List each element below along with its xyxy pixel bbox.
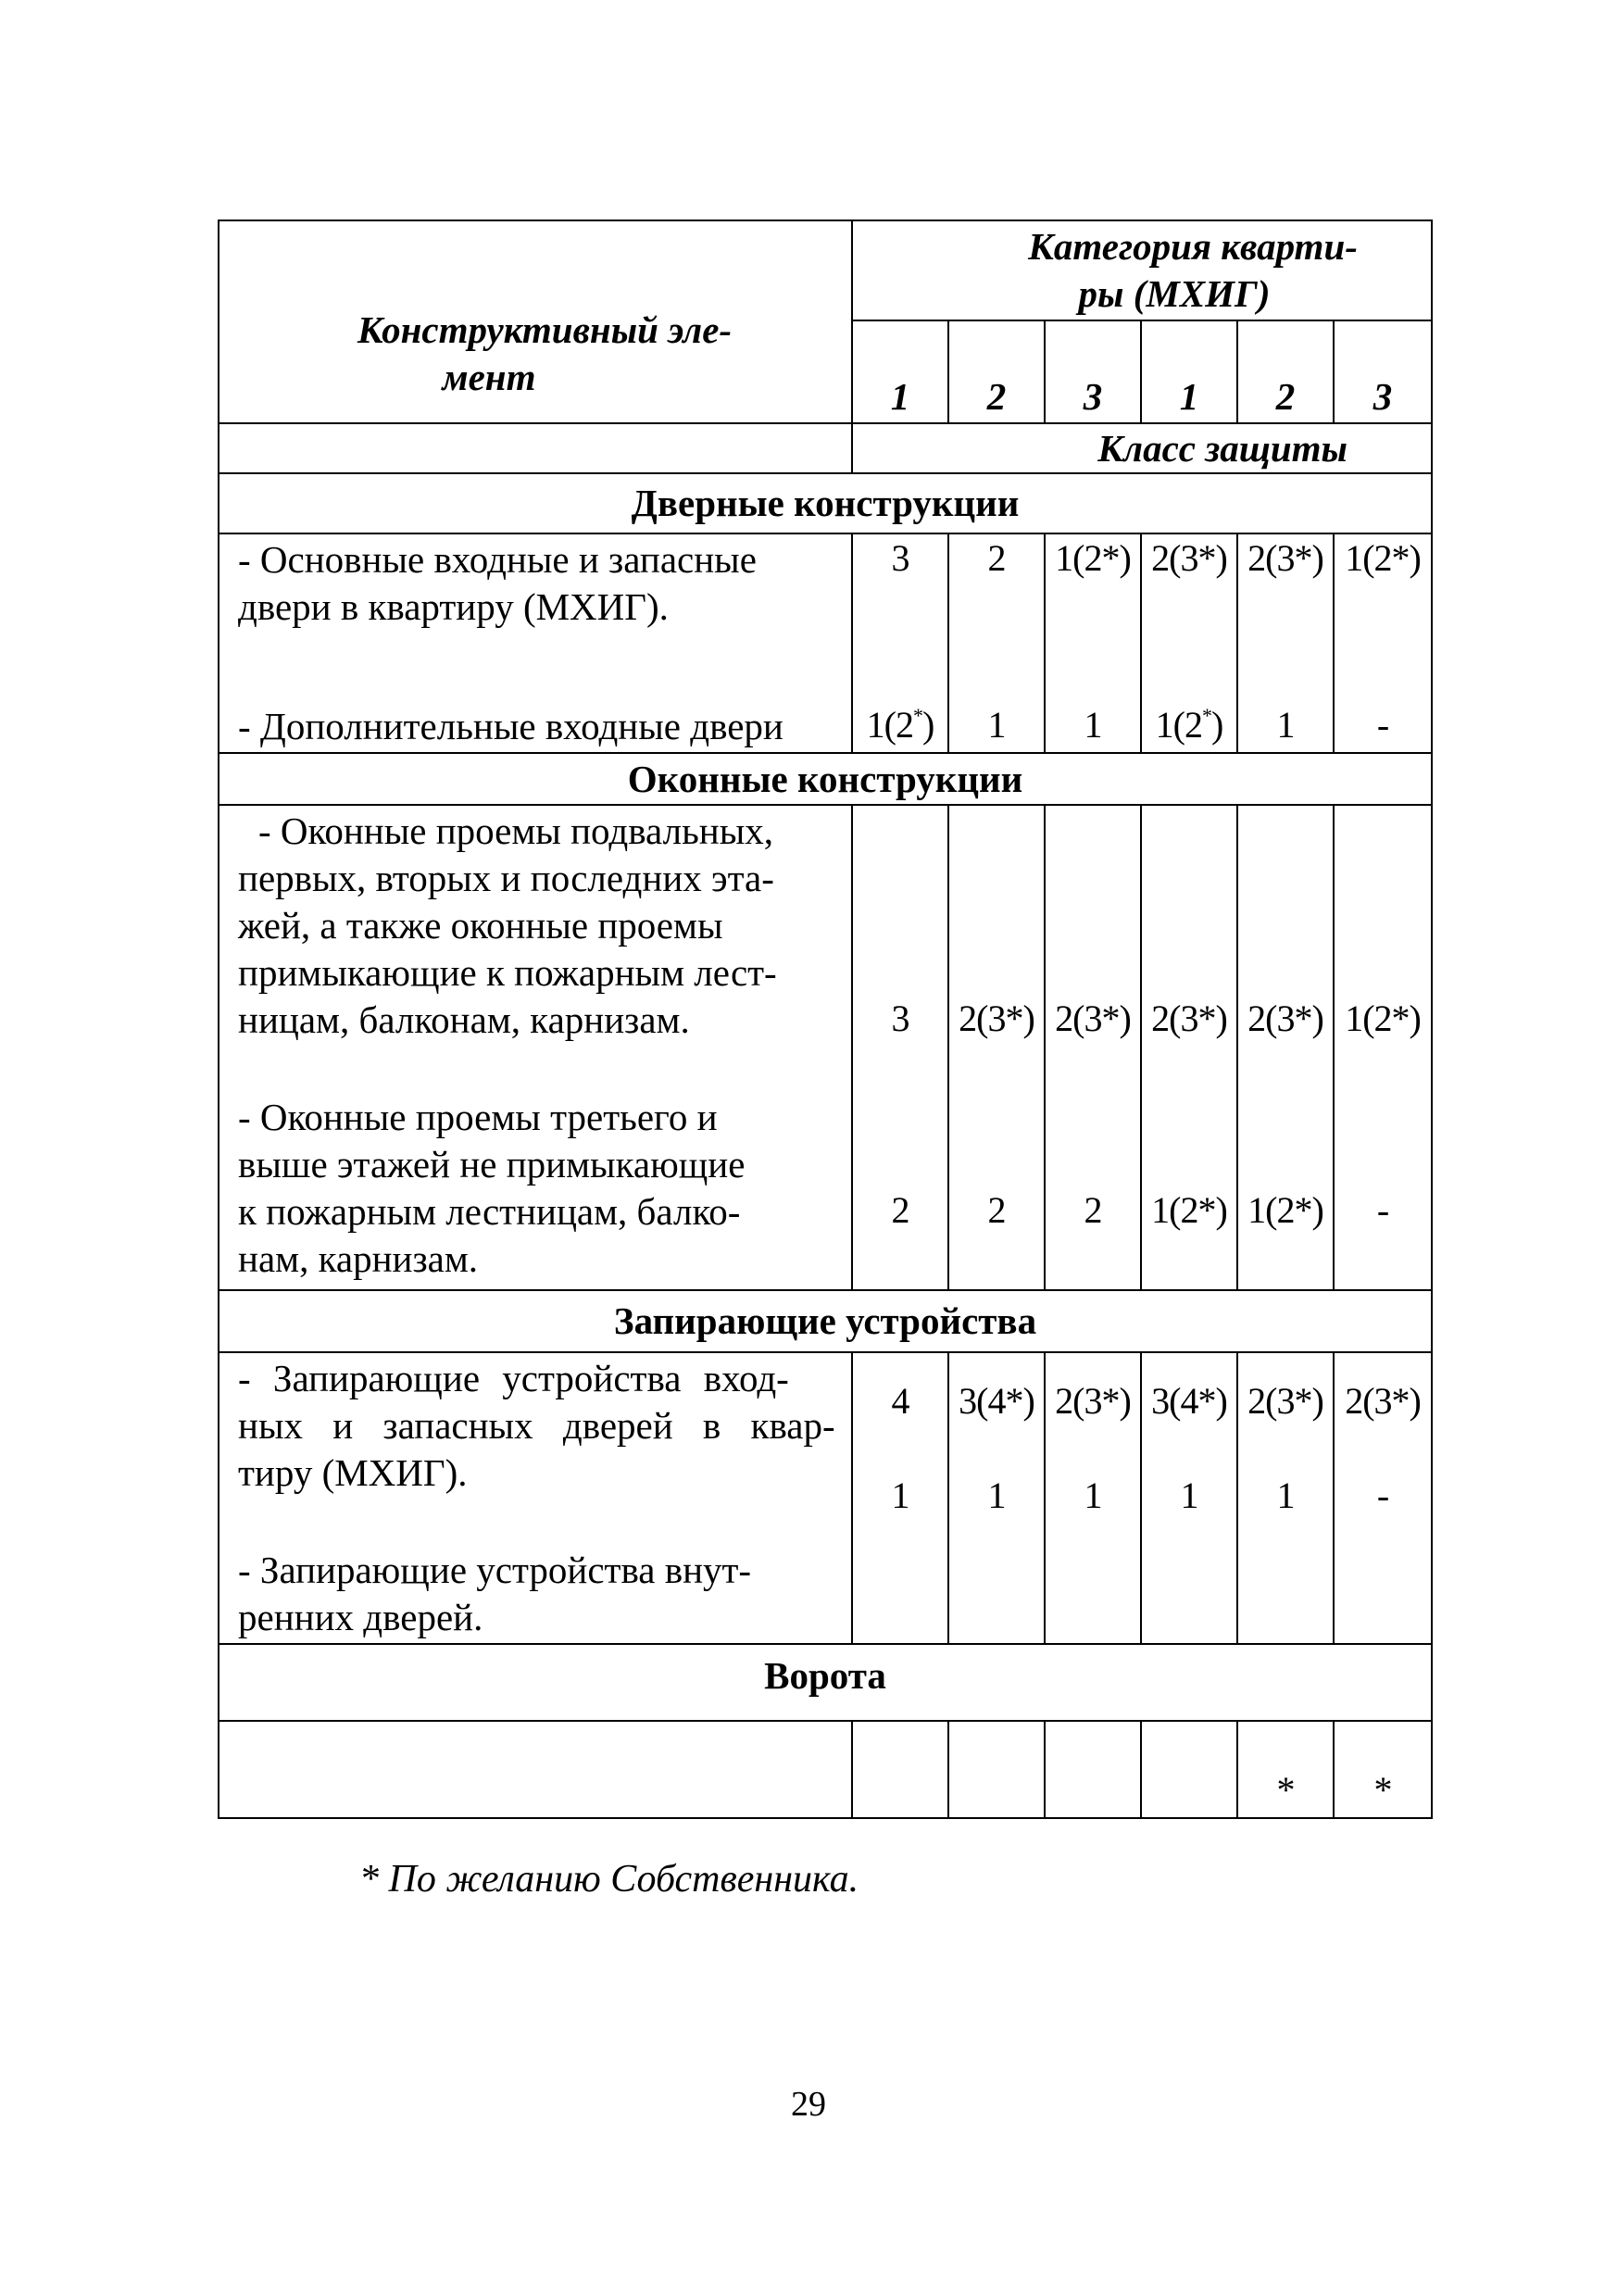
locks-col-6 (1334, 1352, 1432, 1644)
locks-row1-desc-line1: - Запирающие устройства вход- (238, 1357, 789, 1399)
footnote: * По желанию Собственника. (359, 1858, 859, 1901)
header-element-line1: Конструктивный эле- (357, 308, 733, 351)
windows-row1-val-2: 2(3*) (959, 997, 1034, 1039)
section-locks-row (219, 1290, 1432, 1352)
windows-row1-desc-line2: первых, вторых и последних эта- (238, 857, 774, 899)
locks-row2-val-3: 1 (1084, 1474, 1102, 1516)
doors-row2-val-3: 1 (1084, 704, 1102, 746)
header-col-5: 2 (1237, 320, 1334, 423)
doors-row2-desc: - Дополнительные входные двери (238, 705, 783, 747)
windows-data-row (219, 805, 1432, 1290)
doors-col-1 (852, 533, 948, 753)
section-windows-title: Оконные конструкции (219, 753, 1432, 805)
protection-class-table (218, 220, 1433, 1819)
doors-row2-sup-1: * (913, 704, 922, 727)
doors-data-row (219, 533, 1432, 753)
windows-row2-val-1: 2 (891, 1189, 909, 1231)
doors-row1-val-2: 2 (987, 537, 1006, 579)
gates-val-3 (1045, 1721, 1141, 1818)
doors-row2-close-1: ) (922, 704, 934, 746)
windows-col-6 (1334, 805, 1432, 1290)
locks-row2-desc-line2: ренних дверей. (238, 1596, 483, 1638)
locks-row1-val-2: 3(4*) (959, 1380, 1034, 1422)
locks-row2-val-1: 1 (891, 1474, 909, 1516)
windows-col-1 (852, 805, 948, 1290)
locks-desc-cell (219, 1352, 852, 1644)
page-number: 29 (791, 2085, 826, 2124)
locks-row2-val-4: 1 (1180, 1474, 1198, 1516)
section-doors-title: Дверные конструкции (219, 473, 1432, 533)
locks-col-1 (852, 1352, 948, 1644)
doors-row1-val-4: 2(3*) (1151, 537, 1227, 579)
windows-row2-val-3: 2 (1084, 1189, 1102, 1231)
doors-col-3 (1045, 533, 1141, 753)
windows-row1-desc-line4: примыкающие к пожарным лест- (238, 951, 777, 994)
header-category-cell (852, 220, 1432, 320)
doors-row2-val-2: 1 (987, 704, 1006, 746)
doors-row2-val-5: 1 (1276, 704, 1295, 746)
gates-val-4 (1141, 1721, 1237, 1818)
section-locks-title: Запирающие устройства (219, 1290, 1432, 1352)
windows-row1-val-3: 2(3*) (1055, 997, 1131, 1039)
doors-row2-val-1: 1(2 (866, 704, 913, 746)
doors-row1-desc-line1: - Основные входные и запасные (238, 538, 757, 581)
section-doors-row (219, 473, 1432, 533)
locks-row2-val-2: 1 (987, 1474, 1006, 1516)
locks-row1-val-4: 3(4*) (1151, 1380, 1227, 1422)
windows-row2-desc-line2: выше этажей не примыкающие (238, 1143, 746, 1186)
windows-row1-desc-line5: ницам, балконам, карнизам. (238, 998, 690, 1041)
doors-row2-close-4: ) (1211, 704, 1223, 746)
windows-col-3 (1045, 805, 1141, 1290)
locks-col-5 (1237, 1352, 1334, 1644)
header-element-line2: мент (442, 356, 536, 398)
windows-row1-val-4: 2(3*) (1151, 997, 1227, 1039)
header-category-line2: ры (МХИГ) (1078, 272, 1271, 315)
windows-row1-val-5: 2(3*) (1247, 997, 1323, 1039)
header-row-category (219, 220, 1432, 320)
windows-row2-val-6: - (1376, 1189, 1389, 1231)
doors-row2-sup-4: * (1202, 704, 1211, 727)
windows-row2-desc-line1: - Оконные проемы третьего и (238, 1096, 718, 1138)
locks-row2-val-6: - (1376, 1474, 1389, 1516)
doors-col-5 (1237, 533, 1334, 753)
locks-row1-val-5: 2(3*) (1247, 1380, 1323, 1422)
windows-col-5 (1237, 805, 1334, 1290)
header-col-6: 3 (1334, 320, 1432, 423)
windows-row2-val-5: 1(2*) (1247, 1189, 1323, 1231)
gates-val-5: * (1237, 1721, 1334, 1818)
windows-row2-val-2: 2 (987, 1189, 1006, 1231)
locks-row2-desc-line1: - Запирающие устройства внут- (238, 1549, 752, 1591)
header-col-4: 1 (1141, 320, 1237, 423)
doors-row1-val-6: 1(2*) (1345, 537, 1421, 579)
doors-col-2 (948, 533, 1045, 753)
header-col-3: 3 (1045, 320, 1141, 423)
doors-row1-val-5: 2(3*) (1247, 537, 1323, 579)
section-windows-row (219, 753, 1432, 805)
section-gates-row (219, 1644, 1432, 1721)
header-element-continuation (219, 423, 852, 473)
doors-col-4 (1141, 533, 1237, 753)
locks-row1-desc-line2: ных и запасных дверей в квар- (238, 1404, 835, 1447)
header-protection-class: Класс защиты (852, 423, 1432, 473)
locks-col-2 (948, 1352, 1045, 1644)
windows-row1-val-6: 1(2*) (1345, 997, 1421, 1039)
locks-row1-desc-line3: тиру (МХИГ). (238, 1451, 468, 1494)
doors-col-6 (1334, 533, 1432, 753)
header-category-line1: Категория кварти- (1028, 225, 1358, 268)
windows-row2-desc-line4: нам, карнизам. (238, 1237, 479, 1280)
header-col-2: 2 (948, 320, 1045, 423)
section-gates-title: Ворота (219, 1644, 1432, 1721)
windows-row1-desc-line1: - Оконные проемы подвальных, (258, 809, 774, 852)
locks-row2-val-5: 1 (1276, 1474, 1295, 1516)
gates-data-row (219, 1721, 1432, 1818)
doors-row1-desc-line2: двери в квартиру (МХИГ). (238, 585, 669, 628)
header-col-1: 1 (852, 320, 948, 423)
header-row-class (219, 423, 1432, 473)
windows-col-2 (948, 805, 1045, 1290)
gates-val-2 (948, 1721, 1045, 1818)
doors-row1-val-1: 3 (891, 537, 909, 579)
windows-desc-cell (219, 805, 852, 1290)
windows-row2-val-4: 1(2*) (1151, 1189, 1227, 1231)
windows-col-4 (1141, 805, 1237, 1290)
locks-row1-val-1: 4 (891, 1380, 909, 1422)
locks-col-3 (1045, 1352, 1141, 1644)
gates-val-6: * (1334, 1721, 1432, 1818)
windows-row1-desc-line3: жей, а также оконные проемы (238, 904, 723, 947)
doors-row2-val-4: 1(2 (1155, 704, 1202, 746)
doors-row2-val-6: - (1376, 704, 1389, 746)
doors-desc-cell (219, 533, 852, 753)
windows-row2-desc-line3: к пожарным лестницам, балко- (238, 1190, 741, 1233)
locks-data-row (219, 1352, 1432, 1644)
locks-col-4 (1141, 1352, 1237, 1644)
locks-row1-val-3: 2(3*) (1055, 1380, 1131, 1422)
gates-desc-cell (219, 1721, 852, 1818)
doors-row1-val-3: 1(2*) (1055, 537, 1131, 579)
gates-val-1 (852, 1721, 948, 1818)
windows-row1-val-1: 3 (891, 997, 909, 1039)
locks-row1-val-6: 2(3*) (1345, 1380, 1421, 1422)
header-element-cell (219, 220, 852, 423)
